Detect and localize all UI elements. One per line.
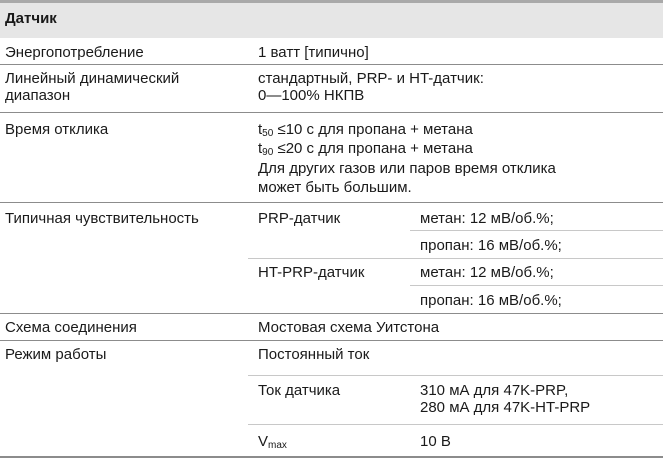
sensitivity-prp-propane: пропан: 16 мВ/об.%; (420, 237, 562, 254)
range-label-line2: диапазон (5, 87, 71, 104)
range-value-line1: стандартный, PRP- и HT-датчик: (258, 70, 484, 87)
power-value: 1 ватт [типично] (258, 44, 369, 61)
mode-current-line1: 310 мА для 47K-PRP, (420, 382, 569, 399)
response-note-line2: может быть большим. (258, 179, 412, 196)
response-label: Время отклика (5, 121, 109, 138)
sub-divider (410, 285, 663, 286)
range-label-line1: Линейный динамический (5, 70, 180, 87)
sensitivity-prp-label: PRP-датчик (258, 210, 341, 227)
response-note-line1: Для других газов или паров время отклика (258, 160, 556, 177)
row-divider (0, 112, 663, 113)
sub-divider (248, 375, 663, 376)
circuit-label: Схема соединения (5, 319, 137, 336)
sensitivity-prp-methane: метан: 12 мВ/об.%; (420, 210, 554, 227)
sensitivity-ht-methane: метан: 12 мВ/об.%; (420, 264, 554, 281)
sensitivity-ht-propane: пропан: 16 мВ/об.%; (420, 292, 562, 309)
table-bottom-rule (0, 456, 663, 458)
response-t90: $t_{90} \le 20$ с для пропана + метана (258, 140, 473, 158)
mode-current-line2: 280 мА для 47K-HT-PRP (420, 399, 591, 416)
mode-vmax-value: 10 В (420, 433, 451, 450)
range-value-line2: 0—100% НКПВ (258, 87, 365, 104)
row-divider (0, 313, 663, 314)
circuit-value: Мостовая схема Уитстона (258, 319, 440, 336)
mode-label: Режим работы (5, 346, 107, 363)
mode-value: Постоянный ток (258, 346, 370, 363)
row-divider (0, 64, 663, 65)
sensitivity-ht-label: HT-PRP-датчик (258, 264, 365, 281)
sub-divider (248, 424, 663, 425)
row-divider (0, 202, 663, 203)
mode-current-label: Ток датчика (258, 382, 341, 399)
table-header (0, 0, 663, 38)
response-t50: $t_{50} \le 10$ с для пропана + метана (258, 121, 473, 139)
table-title: Датчик (5, 10, 57, 27)
sub-divider (248, 258, 663, 259)
power-label: Энергопотребление (5, 44, 144, 61)
sub-divider (410, 230, 663, 231)
sensitivity-label: Типичная чувствительность (5, 210, 199, 227)
mode-vmax-label: $V_{max}$ (258, 433, 287, 451)
row-divider (0, 340, 663, 341)
